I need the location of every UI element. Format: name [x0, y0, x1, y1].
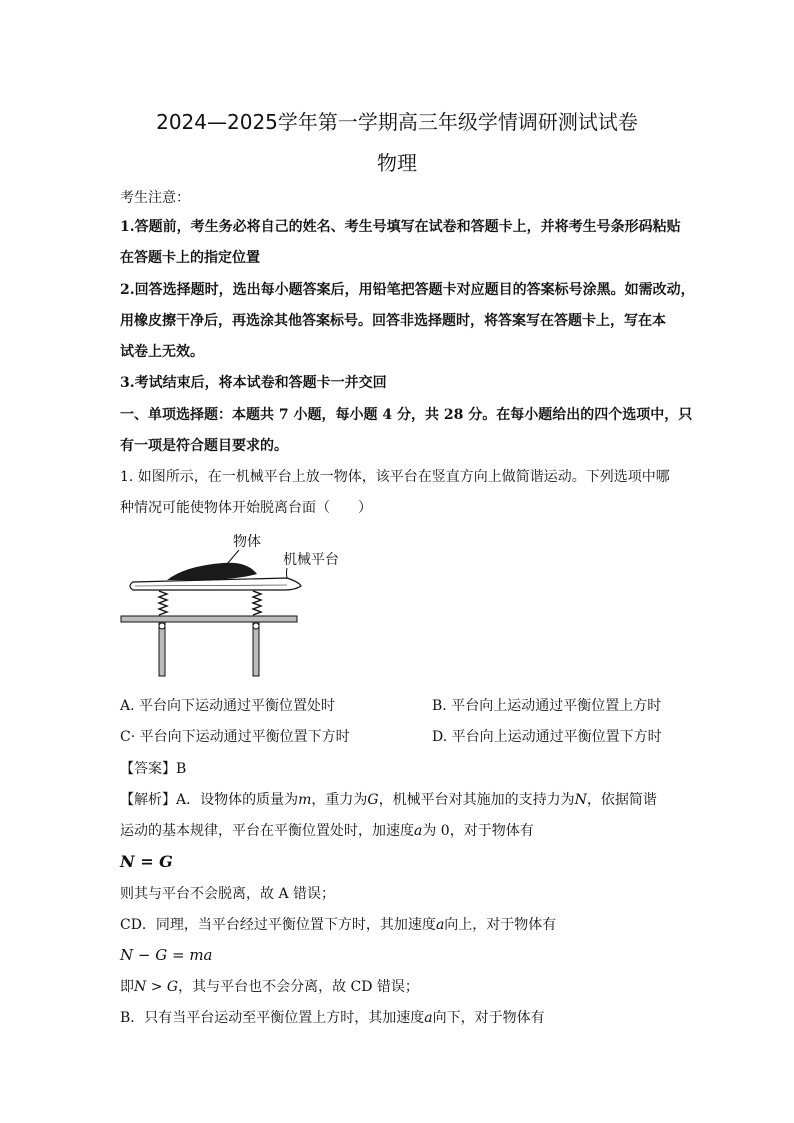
right-leg [253, 622, 259, 676]
exam-title: 2024—2025学年第一学期高三年级学情调研测试试卷 [156, 110, 638, 134]
notice-item-2a: 2.回答选择题时，选出每小题答案后，用铅笔把答题卡对应题目的答案标号涂黑。如需改动， [120, 282, 695, 298]
question-1-stem-a: 1. 如图所示，在一机械平台上放一物体，该平台在竖直方向上做简谐运动。下列选项中哪 [120, 469, 670, 485]
left-spring [159, 591, 167, 615]
notice-heading: 考生注意： [120, 190, 190, 206]
notice-item-2c: 试卷上无效。 [120, 344, 204, 360]
subject-title: 物理 [377, 151, 417, 175]
object-leader-line [227, 550, 239, 564]
option-d: D. 平台向上运动通过平衡位置下方时 [432, 729, 662, 745]
base-table [121, 616, 297, 622]
notice-item-1a: 1.答题前，考生务必将自己的姓名、考生号填写在试卷和答题卡上，并将考生号条形码粘贴 [120, 219, 681, 235]
platform-plank [130, 578, 301, 590]
right-spring [253, 591, 261, 615]
analysis-line-b: B．只有当平台运动至平衡位置上方时，其加速度a向下，对于物体有 [120, 1010, 545, 1026]
label-object: 物体 [233, 534, 261, 550]
left-leg [159, 622, 165, 676]
analysis-line-c2: 即N > G，其与平台也不会分离，故 CD 错误； [120, 979, 419, 995]
question-1-stem-b: 种情况可能使物体开始脱离台面（ ） [120, 500, 372, 516]
analysis-line-1: 【解析】A．设物体的质量为m，重力为G，机械平台对其施加的支持力为N，依据简谐 [120, 792, 657, 808]
label-platform: 机械平台 [283, 552, 339, 568]
section-heading-b: 有一项是符合题目要求的。 [120, 438, 288, 454]
object-shape [167, 563, 257, 580]
notice-item-1b: 在答题卡上的指定位置 [120, 250, 260, 266]
right-leg-joint [253, 623, 259, 629]
section-heading-a: 一、单项选择题：本题共 7 小题，每小题 4 分，共 28 分。在每小题给出的四个选项中，只 [120, 407, 693, 423]
option-c: C· 平台向下运动通过平衡位置下方时 [120, 729, 350, 745]
equation-2: N − G = ma [120, 946, 213, 964]
notice-item-3: 3.考试结束后，将本试卷和答题卡一并交回 [120, 375, 387, 391]
option-a: A. 平台向下运动通过平衡位置处时 [120, 698, 336, 714]
analysis-line-3: 则其与平台不会脱离，故 A 错误； [120, 886, 336, 902]
left-leg-joint [159, 623, 165, 629]
notice-item-2b: 用橡皮擦干净后，再选涂其他答案标号。回答非选择题时，将答案写在答题卡上，写在本 [120, 313, 666, 329]
option-b: B. 平台向上运动通过平衡位置上方时 [432, 698, 662, 714]
answer-line: 【答案】B [120, 761, 187, 777]
analysis-line-2: 运动的基本规律，平台在平衡位置处时，加速度a为 0，对于物体有 [120, 823, 534, 839]
analysis-line-cd: CD．同理，当平台经过平衡位置下方时，其加速度a向上，对于物体有 [120, 917, 557, 933]
platform-figure [115, 528, 365, 683]
equation-1: N = G [120, 852, 173, 871]
